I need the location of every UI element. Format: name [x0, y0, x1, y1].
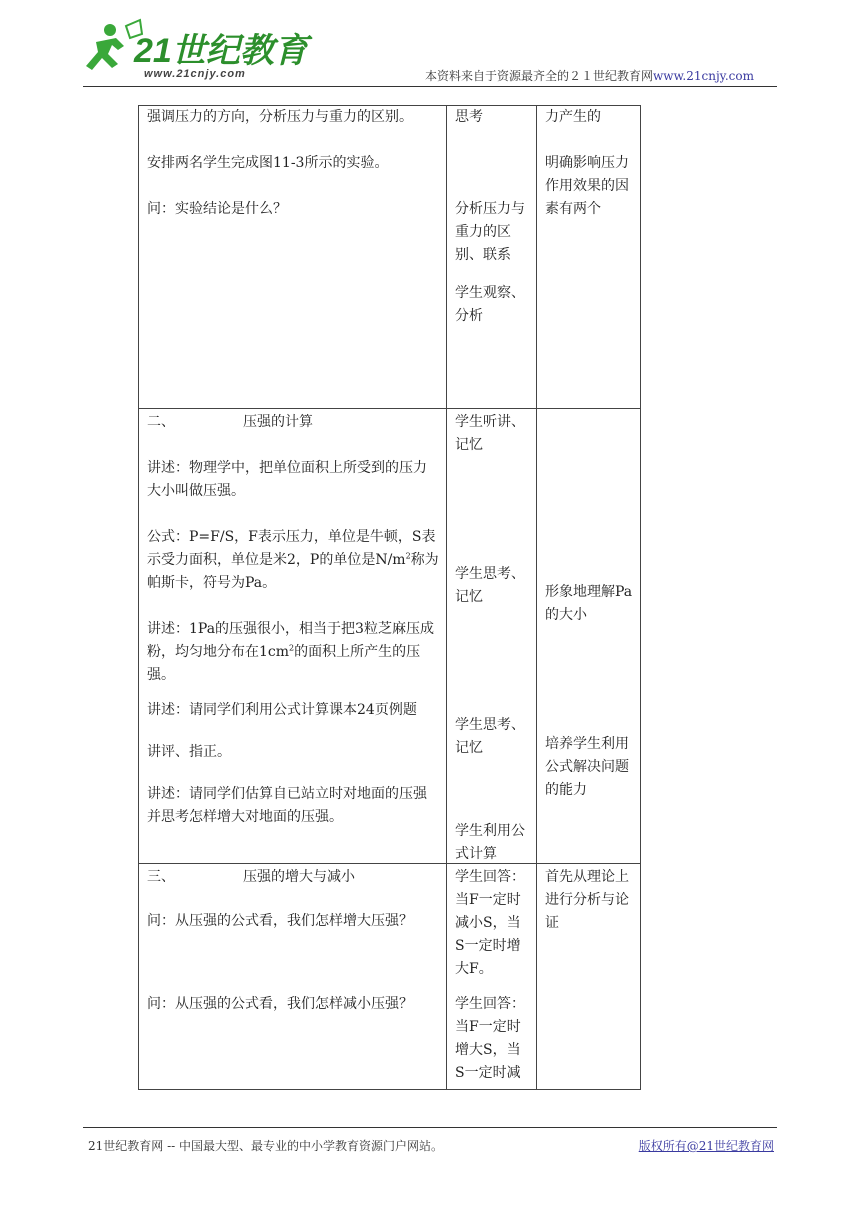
section-title: 压强的增大与减小 [243, 869, 355, 885]
text-line: 问：从压强的公式看，我们怎样增大压强？ [147, 913, 413, 929]
text-line: 强调压力的方向，分析压力与重力的区别。 [147, 109, 413, 125]
design-intent-cell [537, 409, 641, 864]
logo-url: www.21cnjy.com [144, 68, 246, 80]
header-divider [83, 86, 777, 87]
text-line: 安排两名学生完成图11-3所示的实验。 [147, 155, 389, 171]
text-line: 首先从理论上进行分析与论证 [545, 869, 629, 931]
table-row [139, 409, 641, 864]
text-line: 形象地理解Pa的大小 [545, 584, 633, 623]
text-line: 学生利用公式计算 [455, 823, 525, 862]
header-source-url[interactable]: www.21cnjy.com [653, 69, 754, 83]
text-line: 学生观察、分析 [455, 285, 525, 324]
text-line: 思考 [455, 109, 483, 125]
formula-paragraph: 公式：P=F/S，F表示压力，单位是牛顿，S表示受力面积，单位是米2，P的单位是$N/m^2$称为帕斯卡，符号为Pa。 [147, 529, 439, 591]
text-line: 讲述：请同学们利用公式计算课本24页例题 [147, 702, 417, 718]
design-intent-cell [537, 864, 641, 1090]
table-row [139, 864, 641, 1090]
text-line: 学生回答：当F一定时增大S，当S一定时减 [455, 996, 525, 1081]
section-heading [147, 411, 440, 434]
teacher-activity-cell [139, 106, 447, 409]
text-line: 问：实验结论是什么？ [147, 201, 287, 217]
footer-divider [83, 1127, 777, 1128]
student-activity-cell [447, 864, 537, 1090]
text-line: 学生思考、记忆 [455, 717, 525, 756]
footer-slogan: 21世纪教育网 -- 中国最大型、最专业的中小学教育资源门户网站。 [88, 1139, 444, 1153]
teacher-activity-cell [139, 864, 447, 1090]
footer-copyright-link[interactable]: 版权所有@21世纪教育网 [638, 1139, 774, 1153]
section-number: 二、 [147, 414, 175, 430]
teacher-activity-cell [139, 409, 447, 864]
section-heading [147, 866, 440, 889]
page-header [0, 0, 860, 90]
text-line: 力产生的 [545, 109, 601, 125]
text-line: 明确影响压力作用效果的因素有两个 [545, 155, 629, 217]
text-line: 分析压力与重力的区别、联系 [455, 201, 525, 263]
text-line: 培养学生利用公式解决问题的能力 [545, 736, 629, 798]
header-source-text [425, 67, 754, 84]
section-title: 压强的计算 [243, 414, 313, 430]
student-activity-cell [447, 106, 537, 409]
text-line: 学生听讲、记忆 [455, 414, 525, 453]
text-line: 学生回答：当F一定时减小S，当S一定时增大F。 [455, 869, 525, 977]
design-intent-cell [537, 106, 641, 409]
table-row [139, 106, 641, 409]
text-line: 讲述：请同学们估算自已站立时对地面的压强并思考怎样增大对地面的压强。 [147, 786, 427, 825]
logo-text: 21世纪教育 [134, 32, 308, 70]
text-line: 问：从压强的公式看，我们怎样减小压强？ [147, 996, 413, 1012]
text-line: 讲述：1Pa的压强很小，相当于把3粒芝麻压成粉，均匀地分布在$1cm^2$的面积上所产生的压强。 [147, 621, 434, 683]
site-logo [82, 20, 308, 82]
text-line: 讲述：物理学中，把单位面积上所受到的压力大小叫做压强。 [147, 460, 427, 499]
section-number: 三、 [147, 869, 175, 885]
lesson-table [138, 105, 641, 1090]
student-activity-cell [447, 409, 537, 864]
text-line: 讲评、指正。 [147, 744, 231, 760]
header-source-prefix: 本资料来自于资源最齐全的２１世纪教育网 [425, 69, 654, 83]
text-line: 学生思考、记忆 [455, 566, 525, 605]
